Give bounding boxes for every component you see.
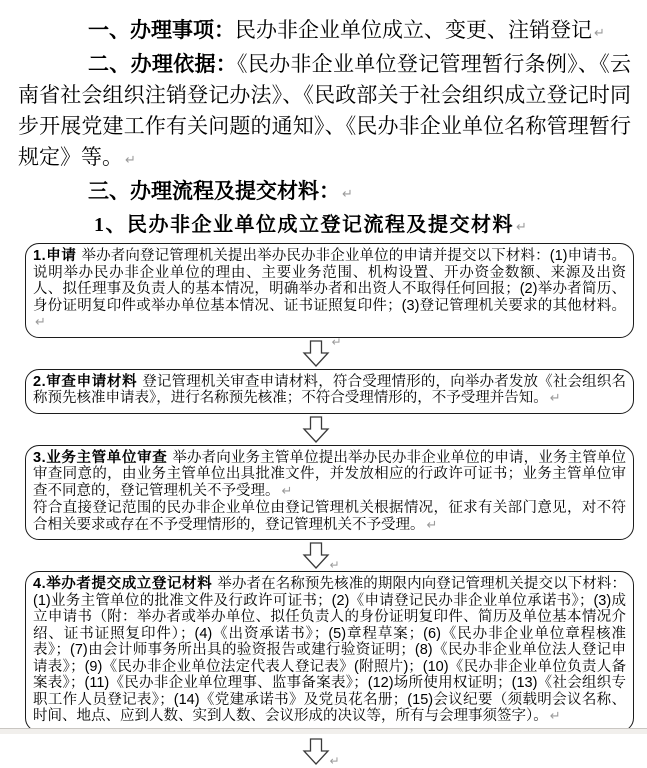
flow-step-title: 1.申请 bbox=[33, 248, 77, 264]
flow-step-1-application-box bbox=[25, 243, 634, 338]
flow-step-body: 举办者向登记管理机关提出举办民办非企业单位的申请并提交以下材料：(1)申请书。说明举办民办非企业单位的理由、主要业务范围、机构设置、开办资金数额、来源及出资人、拟任理事及负责人的基本情况，明确举办者和出资人不取得任何回报；(2)举办者简历、身份证明复印件或举办单位基本情况、证书证照复印件；(3)登记管理机关要求的其他材料。 bbox=[33, 248, 627, 314]
down-arrow-icon bbox=[303, 738, 329, 765]
flow-step-title: 4.举办者提交成立登记材料 bbox=[33, 576, 213, 592]
anchor-mark: ↵ bbox=[329, 558, 340, 572]
flow-step-3-supervisor-review-box bbox=[25, 445, 634, 541]
flow-step-2-review-box bbox=[25, 369, 634, 414]
heading-lead: 一、办理事项： bbox=[88, 19, 235, 42]
flow-step-4-submit-materials-box bbox=[25, 571, 634, 732]
flow-step-title: 2.审查申请材料 bbox=[33, 373, 138, 390]
flow-step-title: 3.业务主管单位审查 bbox=[33, 449, 168, 466]
heading-process-and-materials bbox=[18, 176, 631, 210]
heading-body: 民办非企业单位成立、变更、注销登记 bbox=[235, 18, 592, 42]
flow-step-text bbox=[33, 500, 626, 534]
paragraph-mark: ↵ bbox=[549, 709, 561, 724]
heading-lead: 二、办理依据： bbox=[88, 53, 238, 76]
flow-step-body: 登记管理机关审查申请材料，符合受理情形的，向举办者发放《社会组织名称预先核准申请表》，进行名称预先核准；不符合受理情形的，不予受理并告知。 bbox=[33, 373, 627, 406]
flow-arrow-2 bbox=[303, 416, 329, 443]
down-arrow-icon bbox=[303, 416, 329, 443]
heading-lead: 1、民办非企业单位成立登记流程及提交材料 bbox=[94, 214, 514, 236]
paragraph-mark: ↵ bbox=[426, 517, 438, 533]
flow-step-text bbox=[33, 576, 626, 726]
paragraph-mark: ↵ bbox=[281, 483, 293, 499]
heading-body: 《民办非企业单位登记管理暂行条例》、《云南省社会组织注销登记办法》、《民政部关于社会组织成立登记时同步开展党建工作有关问题的通知》、《民办非企业单位名称管理暂行规定》等。 bbox=[18, 52, 632, 169]
down-arrow-icon bbox=[303, 340, 329, 367]
anchor-mark: ↵ bbox=[331, 334, 342, 349]
heading-lead: 三、办理流程及提交材料： bbox=[88, 180, 340, 203]
flow-arrow-1 bbox=[303, 334, 342, 367]
flow-step-body: 符合直接登记范围的民办非企业单位由登记管理机关根据情况，征求有关部门意见，对不符合相关要求或存在不予受理情形的，登记管理机关不予受理。 bbox=[33, 500, 626, 533]
heading-handling-items bbox=[18, 0, 631, 49]
flow-step-body: 举办者在名称预先核准的期限内向登记管理机关提交以下材料：(1)业务主管单位的批准文件及行政许可证书；(2)《申请登记民办非企业单位承诺书》；(3)成立申请书（附：举办者或举办单位、拟任负责人的身份证明复印件、简历及单位基本情况介绍、证书证照复印件）；(4)《出资承诺书》；(5)章程草案；(6)《民办非企业单位章程核准表》；(7)由会计师事务所出具的验资报告或建行验资证明；(8)《民办非企业单位法人登记申请表》；(9)《民办非企业单位法定代表人登记表》(附照片)；(10)《民办非企业单位负责人备案表》；(11)《民办非企业单位理事、监事备案表》；(12)场所使用权证明；(13)《社会组织专职工作人员登记表》；(14)《党建承诺书》及党员花名册；(15)会议纪要（须载明会议名称、时间、地点、应到人数、实到人数、会议形成的决议等，所有与会理事须签字）。 bbox=[33, 576, 626, 724]
paragraph-mark: ↵ bbox=[549, 391, 561, 406]
heading-handling-basis bbox=[18, 49, 631, 176]
page-bottom-edge bbox=[0, 728, 647, 734]
anchor-mark: ↵ bbox=[329, 753, 340, 768]
flow-step-text bbox=[33, 248, 626, 332]
flow-arrow-4 bbox=[303, 738, 340, 768]
paragraph-mark: ↵ bbox=[35, 315, 46, 330]
flow-step-body: 举办者向业务主管单位提出举办民办非企业单位的申请，业务主管单位审查同意的，由业务主管单位出具批准文件，并发放相应的行政许可证书；业务主管单位审查不同意的，登记管理机关不予受理。 bbox=[33, 449, 626, 499]
flow-step-text bbox=[33, 374, 626, 408]
flow-arrow-3 bbox=[303, 542, 340, 572]
down-arrow-icon bbox=[303, 542, 329, 569]
paragraph-mark: ↵ bbox=[125, 153, 136, 168]
paragraph-mark: ↵ bbox=[594, 26, 605, 41]
subheading-establishment-flow bbox=[18, 210, 631, 243]
paragraph-mark: ↵ bbox=[516, 220, 527, 235]
paragraph-mark: ↵ bbox=[342, 187, 353, 202]
flow-step-text bbox=[33, 450, 626, 501]
